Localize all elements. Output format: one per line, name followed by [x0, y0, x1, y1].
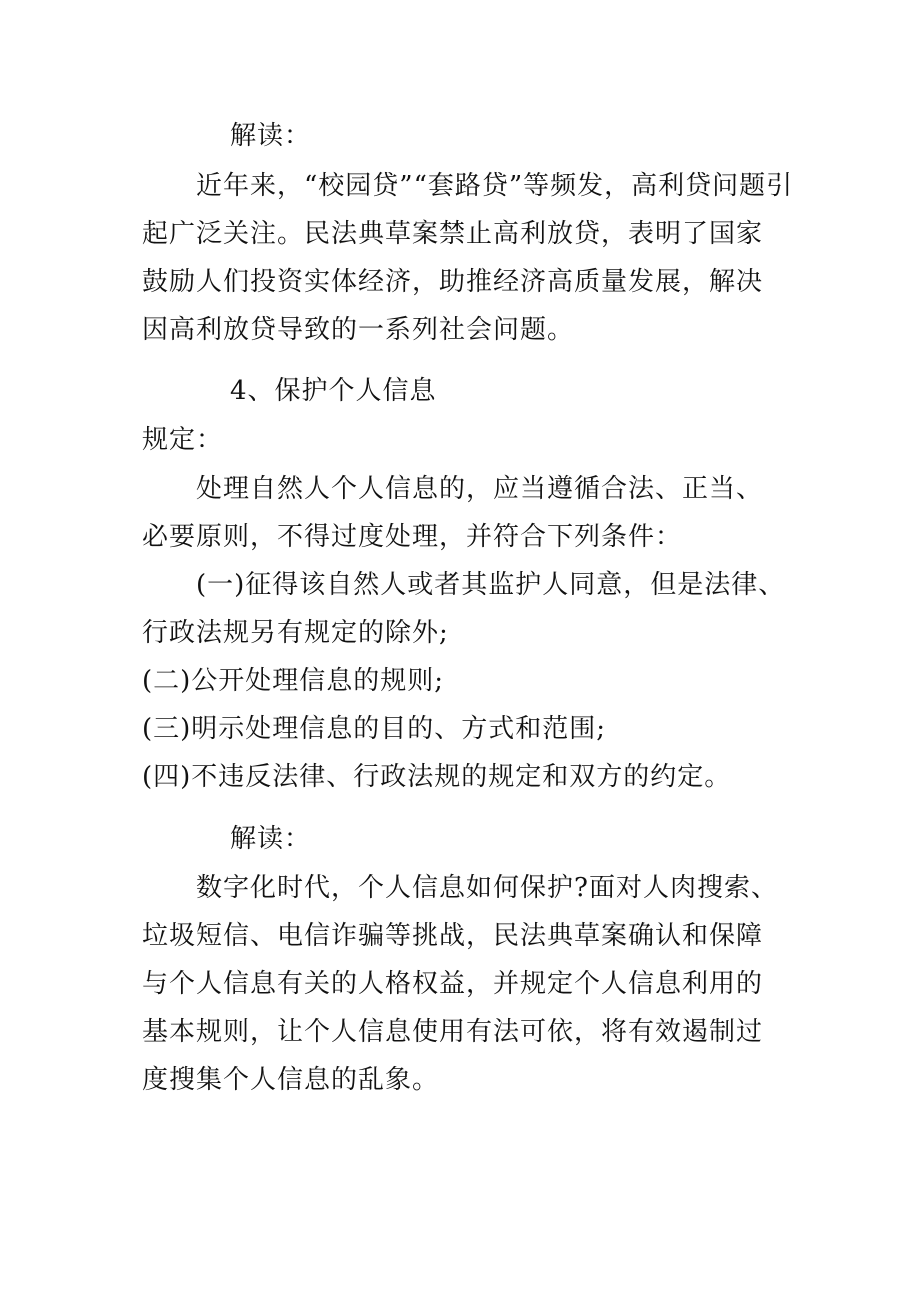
rule-label: 规定： — [142, 425, 224, 455]
rule-line: 行政法规另有规定的除外; — [142, 618, 449, 648]
paragraph-line: 近年来，“校园贷”“套路贷”等频发，高利贷问题引 — [196, 171, 794, 201]
rule-line: 处理自然人个人信息的，应当遵循合法、正当、 — [196, 474, 764, 504]
paragraph-line: 鼓励人们投资实体经济，助推经济高质量发展，解决 — [142, 267, 764, 297]
paragraph-line: 基本规则，让个人信息使用有法可依，将有效遏制过 — [142, 1017, 764, 1047]
paragraph-line: 数字化时代，个人信息如何保护?面对人肉搜索、 — [196, 873, 778, 903]
paragraph-line: 起广泛关注。民法典草案禁止高利放贷，表明了国家 — [142, 219, 764, 249]
section-heading: 4、保护个人信息 — [230, 376, 437, 406]
paragraph-line: 垃圾短信、电信诈骗等挑战，民法典草案确认和保障 — [142, 921, 764, 951]
rule-line: (三)明示处理信息的目的、方式和范围; — [142, 714, 607, 744]
rule-line: 必要原则，不得过度处理，并符合下列条件： — [142, 522, 683, 552]
rule-line: (二)公开处理信息的规则; — [142, 666, 445, 696]
paragraph-line: 与个人信息有关的人格权益，并规定个人信息利用的 — [142, 969, 764, 999]
rule-line: (一)征得该自然人或者其监护人同意，但是法律、 — [196, 570, 786, 600]
interpretation-label: 解读： — [230, 824, 312, 854]
paragraph-line: 度搜集个人信息的乱象。 — [142, 1065, 440, 1095]
interpretation-label: 解读： — [230, 121, 312, 151]
rule-line: (四)不违反法律、行政法规的规定和双方的约定。 — [142, 762, 732, 792]
paragraph-line: 因高利放贷导致的一系列社会问题。 — [142, 315, 575, 345]
